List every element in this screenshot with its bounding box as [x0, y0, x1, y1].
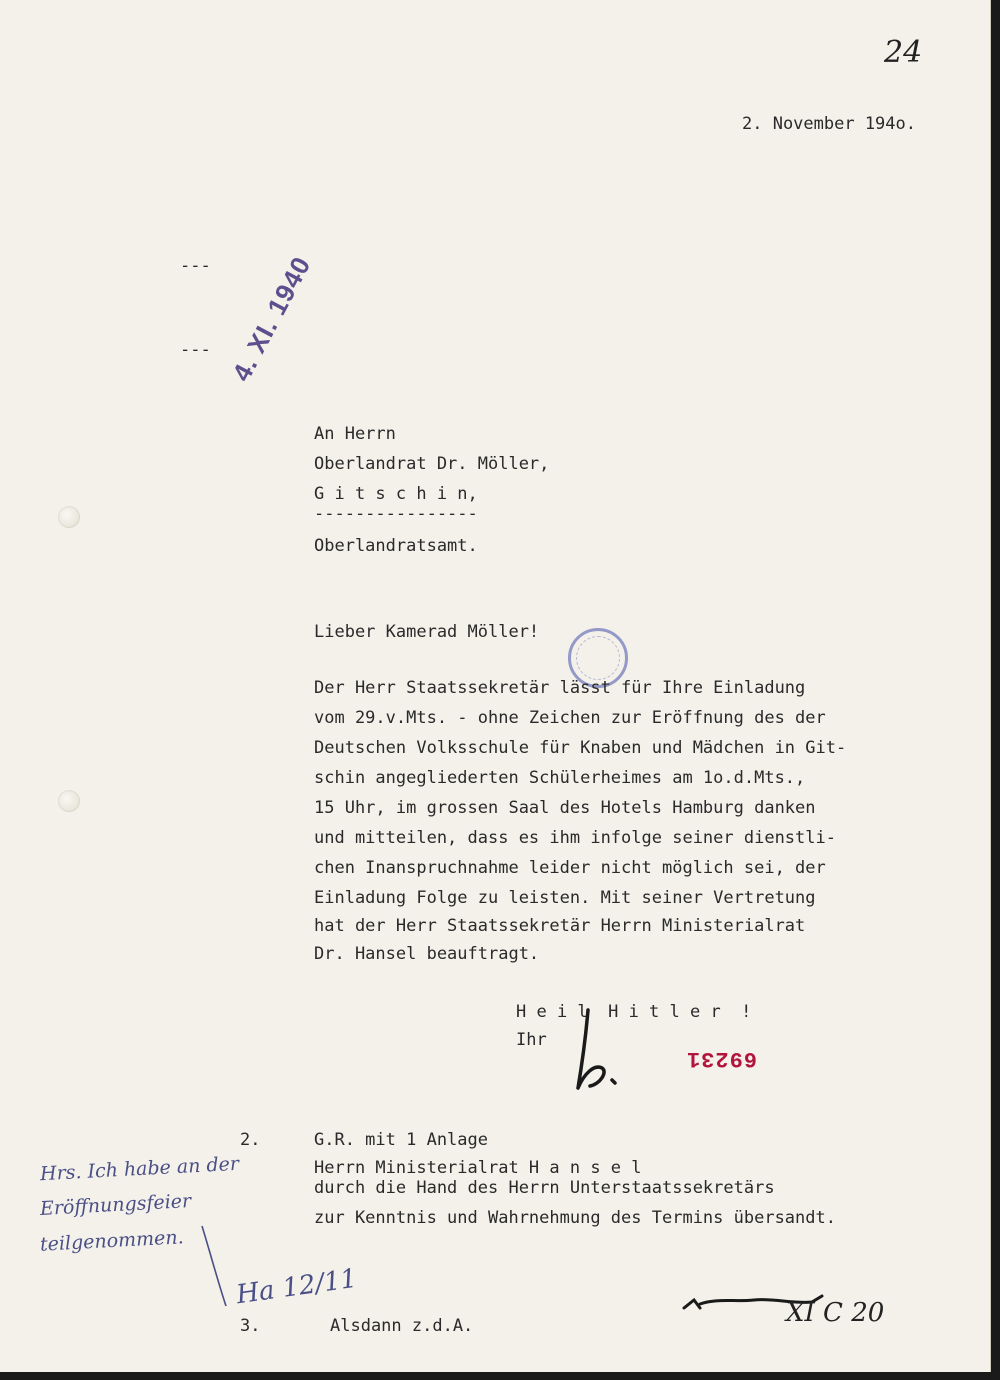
- closing-heil: H e i l H i t l e r !: [516, 1002, 752, 1022]
- item-number: 3.: [240, 1316, 261, 1336]
- body-line: hat der Herr Staatssekretär Herrn Ministerialrat: [314, 916, 806, 936]
- body-line: Deutschen Volksschule für Knaben und Mädchen in Git-: [314, 738, 847, 758]
- pencil-note-line: Hrs. Ich habe an der: [39, 1152, 240, 1186]
- received-date-stamp: 4. XI. 1940: [226, 251, 317, 387]
- body-line: Der Herr Staatssekretär lässt für Ihre Einladung: [314, 678, 806, 698]
- body-line: schin angegliederten Schülerheimes am 1o.d.Mts.,: [314, 768, 806, 788]
- pencil-note-line: Eröffnungsfeier: [39, 1190, 192, 1220]
- item-line: Alsdann z.d.A.: [330, 1316, 474, 1336]
- address-to: An Herrn: [314, 424, 396, 444]
- item-line: G.R. mit 1 Anlage: [314, 1130, 488, 1150]
- separator: ---: [180, 256, 211, 276]
- signature-mark: [560, 1004, 630, 1094]
- item-number: 2.: [240, 1130, 261, 1150]
- body-line: 15 Uhr, im grossen Saal des Hotels Hamburg danken: [314, 798, 816, 818]
- body-line: Einladung Folge zu leisten. Mit seiner Vertretung: [314, 888, 816, 908]
- pencil-note-line: teilgenommen.: [39, 1226, 185, 1256]
- body-line: Dr. Hansel beauftragt.: [314, 944, 540, 964]
- item-line: durch die Hand des Herrn Unterstaatssekretärs: [314, 1178, 775, 1198]
- page-number: 24: [884, 35, 923, 70]
- punch-hole: [58, 506, 80, 528]
- item-line: Herrn Ministerialrat H a n s e l: [314, 1158, 642, 1178]
- closing-ihr: Ihr: [516, 1030, 547, 1050]
- pencil-slash: [196, 1222, 246, 1312]
- address-city-underline: ----------------: [314, 504, 478, 524]
- pencil-initials: Ha 12/11: [234, 1263, 359, 1311]
- round-stamp-ring: [576, 636, 620, 680]
- body-line: und mitteilen, dass es ihm infolge seiner dienstli-: [314, 828, 836, 848]
- address-city: G i t s c h i n,: [314, 484, 478, 504]
- address-name: Oberlandrat Dr. Möller,: [314, 454, 550, 474]
- body-line: chen Inanspruchnahme leider nicht möglich sei, der: [314, 858, 826, 878]
- body-line: vom 29.v.Mts. - ohne Zeichen zur Eröffnung des der: [314, 708, 826, 728]
- file-number-stamp: 69231: [686, 1046, 758, 1071]
- separator: ---: [180, 340, 211, 360]
- greeting: Lieber Kamerad Möller!: [314, 622, 540, 642]
- address-office: Oberlandratsamt.: [314, 536, 478, 556]
- punch-hole: [58, 790, 80, 812]
- item-line: zur Kenntnis und Wahrnehmung des Termins übersandt.: [314, 1208, 836, 1228]
- letter-date: 2. November 194o.: [742, 114, 916, 134]
- handwritten-mark: XI C 20: [786, 1298, 885, 1328]
